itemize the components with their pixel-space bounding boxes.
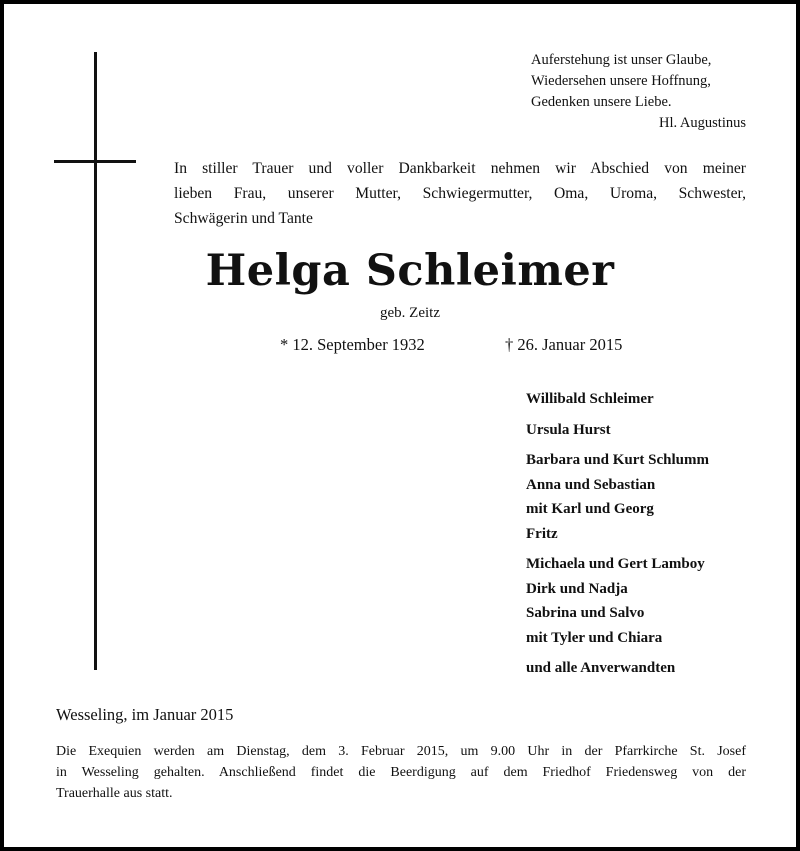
service-line: Trauerhalle aus statt. xyxy=(56,786,173,801)
obituary-notice xyxy=(4,4,796,847)
place-and-date: Wesseling, im Januar 2015 xyxy=(56,705,234,724)
mourner-name: Sabrina und Salvo xyxy=(526,605,645,621)
mourner-group xyxy=(526,418,709,443)
mourner-name: Michaela und Gert Lamboy xyxy=(526,556,705,572)
mourner-name: Dirk und Nadja xyxy=(526,580,628,597)
mourner-name: Ursula Hurst xyxy=(526,421,611,438)
mourner-group xyxy=(526,387,709,412)
mourner-name: mit Karl und Georg xyxy=(526,501,654,517)
birth-date: * 12. September 1932 xyxy=(280,335,425,354)
quote-line: Gedenken unsere Liebe. xyxy=(531,94,672,110)
intro-line: Schwägerin und Tante xyxy=(174,210,313,227)
intro-line: lieben Frau, unserer Mutter, Schwiegermutter, Oma, Uroma, Schwester, xyxy=(174,185,746,202)
service-line: in Wesseling gehalten. Anschließend findet die Beerdigung auf dem Friedhof Friedensweg von der xyxy=(56,765,746,780)
deceased-name: Helga Schleimer xyxy=(205,246,615,296)
death-date: † 26. Januar 2015 xyxy=(505,335,623,354)
mourner-name: Anna und Sebastian xyxy=(526,476,656,493)
quote-block xyxy=(531,50,746,134)
mourner-group xyxy=(526,656,709,681)
mourner-name: mit Tyler und Chiara xyxy=(526,629,663,646)
service-line: Die Exequien werden am Dienstag, dem 3. Februar 2015, um 9.00 Uhr in der Pfarrkirche St. Josef xyxy=(56,744,746,759)
quote-line: Auferstehung ist unser Glaube, xyxy=(531,52,712,68)
mourner-name: Willibald Schleimer xyxy=(526,391,654,407)
cross-symbol-horizontal xyxy=(54,160,136,163)
quote-line: Wiedersehen unsere Hoffnung, xyxy=(531,73,711,89)
mourner-group xyxy=(526,552,709,650)
cross-symbol-vertical xyxy=(94,52,97,670)
mourner-name: Barbara und Kurt Schlumm xyxy=(526,452,709,468)
birth-name: geb. Zeitz xyxy=(380,305,440,321)
intro-text xyxy=(174,156,746,231)
quote-author: Hl. Augustinus xyxy=(658,115,746,131)
mourner-name: Fritz xyxy=(526,525,558,542)
mourner-name: und alle Anverwandten xyxy=(526,660,676,676)
mourner-group xyxy=(526,448,709,546)
service-info xyxy=(56,741,746,804)
intro-line: In stiller Trauer und voller Dankbarkeit nehmen wir Abschied von meiner xyxy=(174,160,746,177)
mourners-list xyxy=(526,387,709,687)
